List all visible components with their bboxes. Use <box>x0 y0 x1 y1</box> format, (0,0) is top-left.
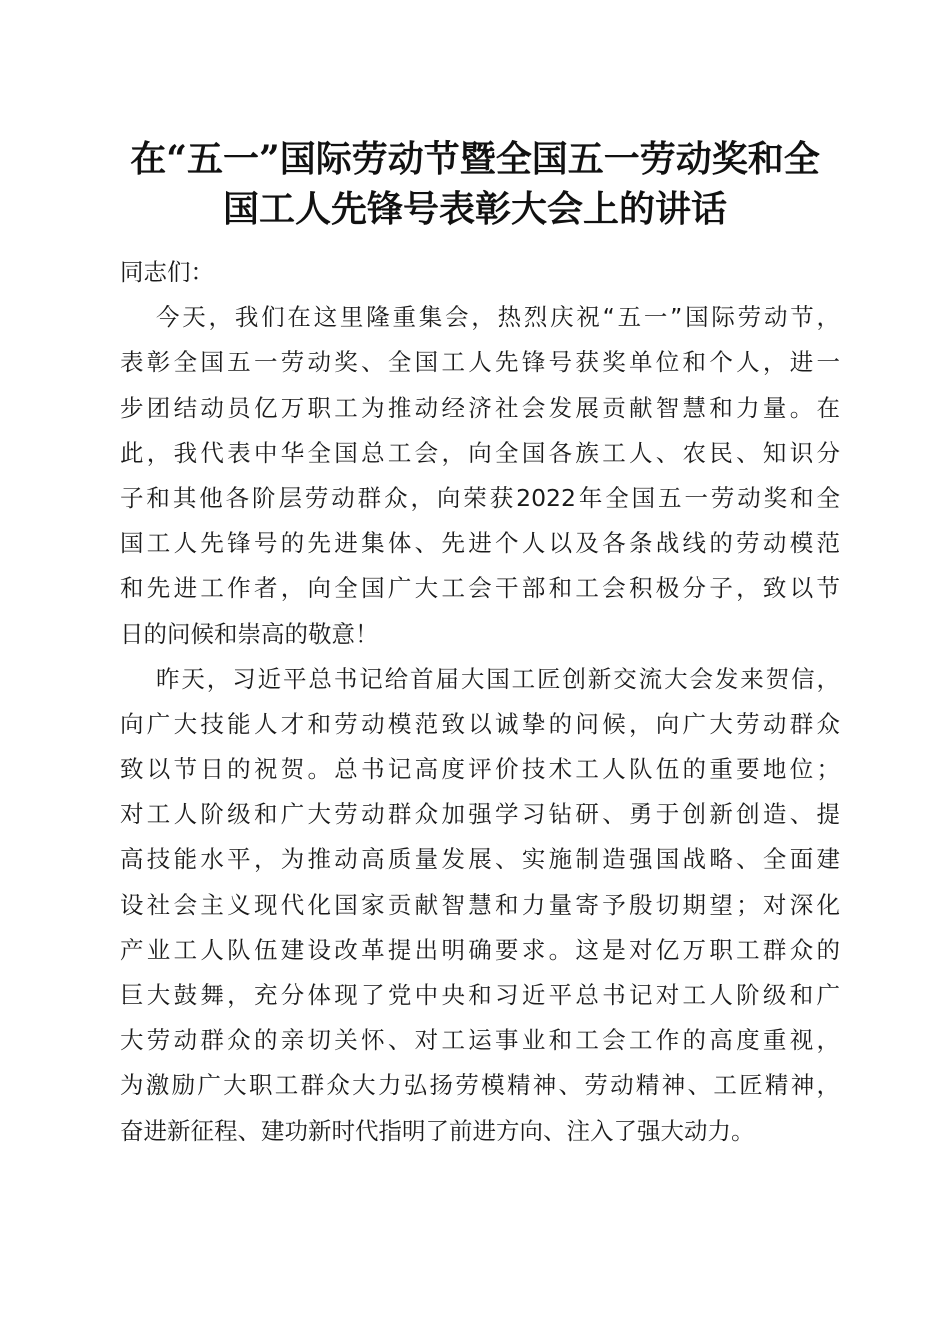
paragraph-line: 子和其他各阶层劳动群众，向荣获2022年全国五一劳动奖和全 <box>120 483 840 512</box>
paragraph-line: 致以节日的祝贺。总书记高度评价技术工人队伍的重要地位； <box>120 755 840 784</box>
paragraph-line: 和先进工作者，向全国广大工会干部和工会积极分子，致以节 <box>120 574 840 603</box>
paragraph-line: 日的问候和崇高的敬意！ <box>120 619 379 648</box>
paragraph-line: 奋进新征程、建功新时代指明了前进方向、注入了强大动力。 <box>120 1116 755 1145</box>
paragraph-line: 大劳动群众的亲切关怀、对工运事业和工会工作的高度重视， <box>120 1026 840 1055</box>
paragraph-line: 国工人先锋号的先进集体、先进个人以及各条战线的劳动模范 <box>120 529 840 558</box>
paragraph-line: 巨大鼓舞，充分体现了党中央和习近平总书记对工人阶级和广 <box>120 981 840 1009</box>
paragraph-line: 向广大技能人才和劳动模范致以诚挚的问候，向广大劳动群众 <box>120 709 840 738</box>
paragraph-line: 为激励广大职工群众大力弘扬劳模精神、劳动精神、工匠精神， <box>120 1071 840 1100</box>
paragraph-line: 此，我代表中华全国总工会，向全国各族工人、农民、知识分 <box>120 438 840 467</box>
paragraph-line: 表彰全国五一劳动奖、全国工人先锋号获奖单位和个人，进一 <box>120 348 840 377</box>
paragraph-1 <box>120 295 840 657</box>
paragraph-line: 产业工人队伍建设改革提出明确要求。这是对亿万职工群众的 <box>120 935 840 964</box>
paragraph-line: 步团结动员亿万职工为推动经济社会发展贡献智慧和力量。在 <box>120 393 840 422</box>
paragraph-line: 昨天，习近平总书记给首届大国工匠创新交流大会发来贺信， <box>156 664 840 693</box>
paragraph-line: 今天，我们在这里隆重集会，热烈庆祝“五一”国际劳动节， <box>156 303 840 332</box>
paragraph-line: 设社会主义现代化国家贡献智慧和力量寄予殷切期望；对深化 <box>120 890 840 919</box>
salutation: 同志们： <box>120 258 214 286</box>
paragraph-line: 对工人阶级和广大劳动群众加强学习钻研、勇于创新创造、提 <box>120 800 840 829</box>
document-title <box>100 134 850 234</box>
document-body <box>120 250 840 1154</box>
paragraph-line: 高技能水平，为推动高质量发展、实施制造强国战略、全面建 <box>120 845 840 874</box>
title-line: 国工人先锋号表彰大会上的讲话 <box>222 188 727 230</box>
title-line: 在“五一”国际劳动节暨全国五一劳动奖和全 <box>130 138 820 180</box>
paragraph-2 <box>120 657 840 1154</box>
